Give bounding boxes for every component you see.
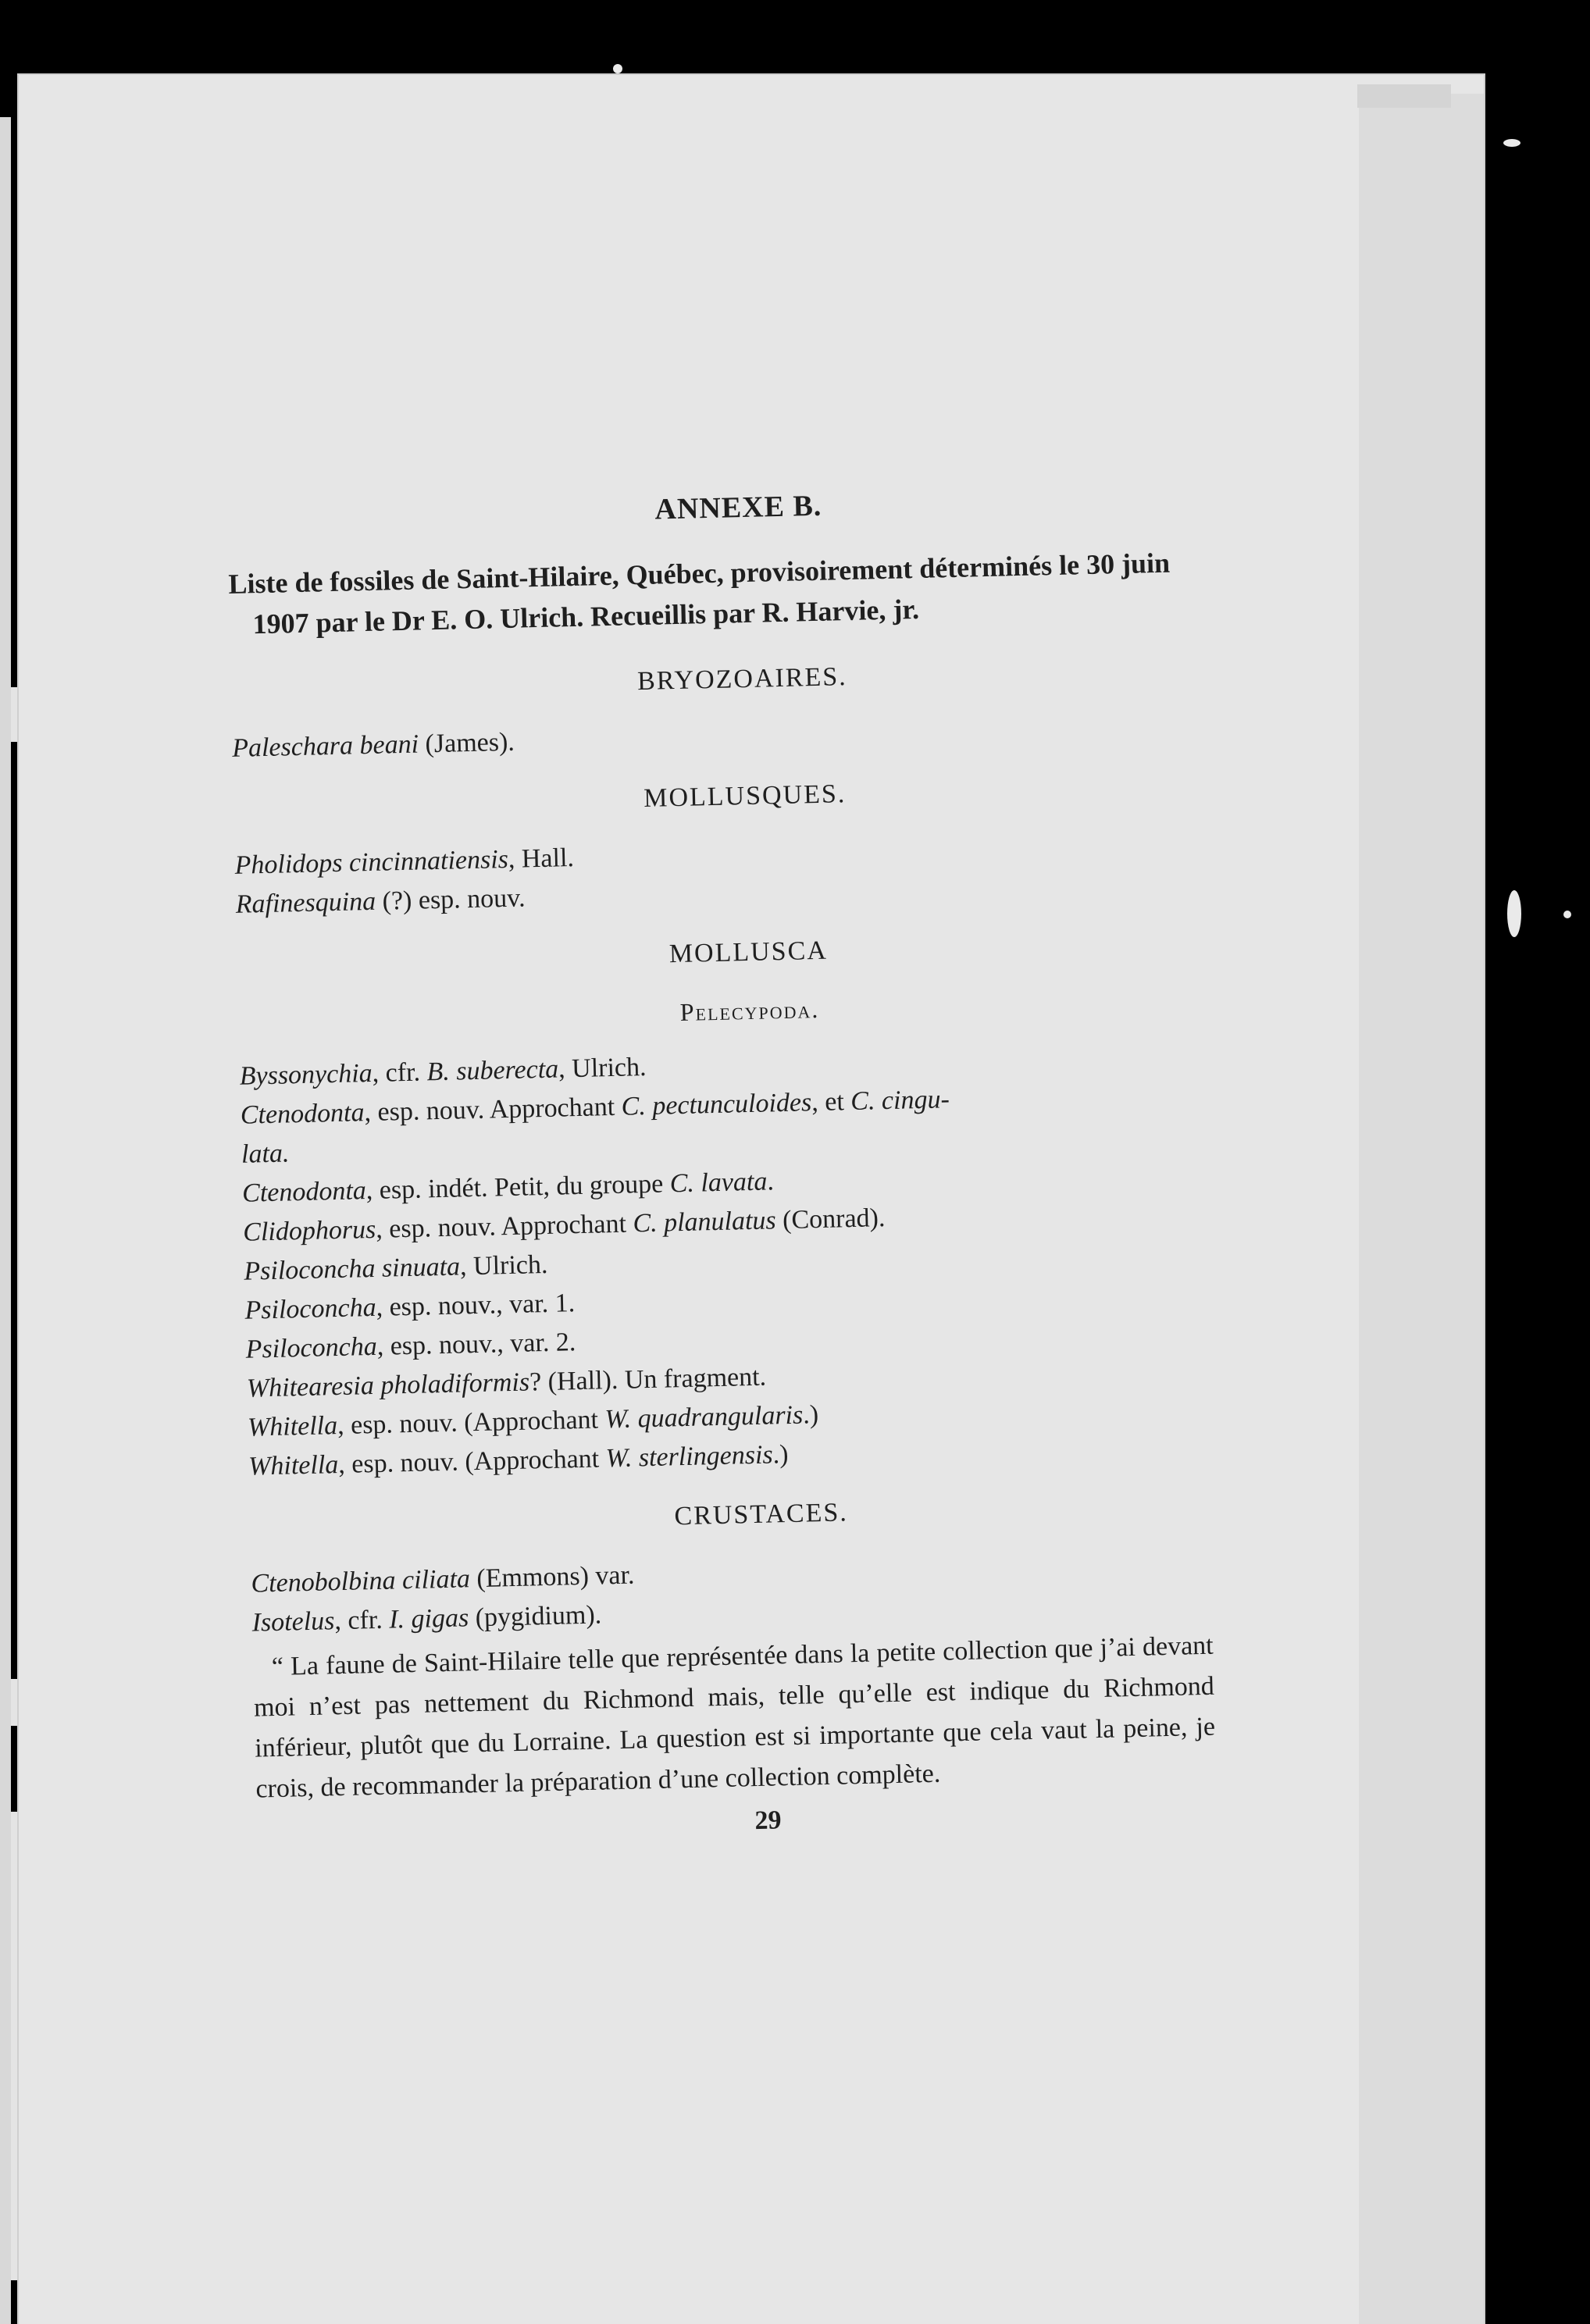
- fossil-entry-continuation: lata.: [241, 1139, 290, 1169]
- scan-speck: [1507, 890, 1521, 937]
- scan-edge-mark: [11, 1812, 19, 2280]
- fossil-entry: Whitella, esp. nouv. (Approchant W. sterlingensis.): [248, 1439, 789, 1481]
- fossil-entry: Pholidops cincinnatiensis, Hall.: [234, 843, 575, 880]
- fossil-entry: Psiloconcha, esp. nouv., var. 1.: [244, 1289, 576, 1325]
- quote-paragraph: “ La faune de Saint-Hilaire telle que représentée dans la petite collection que j’ai devant moi n’est pas nettement du Richmond mais, telle qu’elle est indique du Richmond inférieur, plutôt que du Lorraine. La question est si importante que cela vaut la peine, je crois, de recommander la préparation d’une collection complète.: [253, 1631, 1216, 1804]
- section-title-crustaces: CRUSTACES.: [674, 1498, 849, 1531]
- scan-left-edge: [0, 117, 11, 2324]
- fossil-entry: Paleschara beani (James).: [231, 727, 515, 763]
- scan-edge-mark: [11, 687, 19, 742]
- scan-speck: [1563, 911, 1571, 918]
- fossil-entry: Rafinesquina (?) esp. nouv.: [235, 883, 526, 919]
- fossil-entry: Isotelus, cfr. I. gigas (pygidium).: [251, 1600, 602, 1638]
- fossil-entry: Whitearesia pholadiformis? (Hall). Un fragment.: [246, 1362, 767, 1403]
- section-title-mollusca: MOLLUSCA: [668, 936, 829, 969]
- document-content: [226, 478, 1217, 1852]
- page-tab: [1357, 84, 1451, 108]
- intro-paragraph: Liste de fossiles de Saint-Hilaire, Québec, provisoirement déterminés le 30 juin 1907 par le Dr E. O. Ulrich. Recueillis par R. Harvie, jr.: [227, 547, 1171, 640]
- annex-heading: ANNEXE B.: [654, 489, 822, 526]
- fossil-entry: Psiloconcha sinuata, Ulrich.: [244, 1249, 548, 1286]
- fossil-entry: Ctenodonta, esp. indét. Petit, du groupe C. lavata.: [241, 1167, 775, 1208]
- fossil-entry: Ctenodonta, esp. nouv. Approchant C. pectunculoides, et C. cingu-: [240, 1085, 950, 1130]
- scan-speck: [613, 64, 622, 73]
- scan-edge-mark: [11, 1679, 19, 1726]
- scan-speck: [1503, 139, 1520, 147]
- section-title-mollusques: MOLLUSQUES.: [643, 779, 847, 813]
- page-shadow-right: [1359, 94, 1484, 2324]
- fossil-entry: Whitella, esp. nouv. (Approchant W. quadrangularis.): [247, 1400, 819, 1442]
- fossil-entry: Psiloconcha, esp. nouv., var. 2.: [245, 1328, 576, 1364]
- fossil-entry: Byssonychia, cfr. B. suberecta, Ulrich.: [239, 1052, 647, 1091]
- page-number: 29: [754, 1805, 782, 1836]
- section-title-bryozoaires: BRYOZOAIRES.: [636, 662, 848, 697]
- subsection-title-pelecypoda: Pelecypoda.: [679, 994, 820, 1026]
- fossil-entry: Clidophorus, esp. nouv. Approchant C. planulatus (Conrad).: [242, 1203, 886, 1247]
- fossil-entry: Ctenobolbina ciliata (Emmons) var.: [251, 1560, 635, 1599]
